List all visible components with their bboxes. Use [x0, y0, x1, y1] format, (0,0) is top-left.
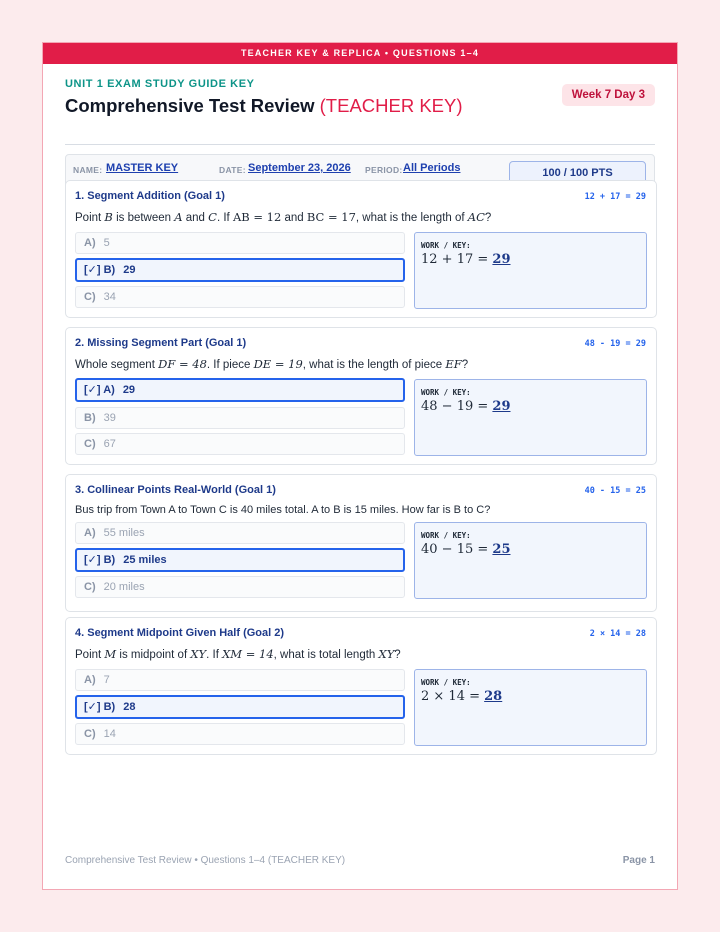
- header-divider: [65, 144, 655, 145]
- work-expression: 2 × 14 = 28: [421, 689, 503, 704]
- question-card-4: [65, 617, 657, 755]
- work-key-label: WORK / KEY:: [421, 531, 471, 540]
- question-text: Bus trip from Town A to Town C is 40 miles total. A to B is 15 miles. How far is B to C?: [75, 504, 491, 516]
- answer-option-c[interactable]: C) 67: [75, 433, 405, 455]
- work-key-box: [414, 379, 647, 456]
- question-title: 4. Segment Midpoint Given Half (Goal 2): [75, 627, 285, 639]
- work-expression: 40 − 15 = 25: [421, 542, 511, 557]
- answer-option-c[interactable]: C) 14: [75, 723, 405, 745]
- work-key-box: [414, 522, 647, 599]
- title-main: Comprehensive Test Review: [65, 95, 315, 116]
- answer-option-b-correct[interactable]: [✓] B) 25 miles: [75, 548, 405, 572]
- date-label: DATE:: [219, 165, 246, 175]
- answer-option-b-correct[interactable]: [✓] B) 28: [75, 695, 405, 719]
- period-value: All Periods: [403, 162, 461, 174]
- answer-option-a[interactable]: A) 5: [75, 232, 405, 254]
- week-badge: Week 7 Day 3: [562, 84, 655, 106]
- title-teacher-key: (TEACHER KEY): [319, 95, 463, 116]
- question-card-1: [65, 180, 657, 318]
- footer-title: Comprehensive Test Review • Questions 1–4 (TEACHER KEY): [65, 855, 346, 866]
- answer-option-a[interactable]: A) 7: [75, 669, 405, 691]
- name-label: NAME:: [73, 165, 103, 175]
- question-sum: 12 + 17 = 29: [584, 192, 646, 202]
- work-answer: 25: [492, 542, 511, 557]
- work-expression: 48 − 19 = 29: [421, 399, 511, 414]
- answer-option-a[interactable]: A) 55 miles: [75, 522, 405, 544]
- question-text: Whole segment DF = 48. If piece DE = 19, what is the length of piece EF?: [75, 357, 469, 371]
- answer-option-b[interactable]: B) 39: [75, 407, 405, 429]
- worksheet-page: [42, 42, 678, 890]
- eyebrow-label: UNIT 1 EXAM STUDY GUIDE KEY: [65, 78, 255, 90]
- work-answer: 29: [492, 399, 511, 414]
- question-title: 2. Missing Segment Part (Goal 1): [75, 337, 247, 349]
- question-card-2: [65, 327, 657, 465]
- answer-option-a-correct[interactable]: [✓] A) 29: [75, 378, 405, 402]
- question-text: Point B is between A and C. If AB = 12 and BC = 17, what is the length of AC?: [75, 210, 492, 224]
- question-sum: 2 × 14 = 28: [589, 629, 646, 639]
- answer-option-c[interactable]: C) 20 miles: [75, 576, 405, 598]
- header: [43, 64, 677, 144]
- page-footer: [65, 855, 655, 866]
- work-key-label: WORK / KEY:: [421, 388, 471, 397]
- question-card-3: [65, 474, 657, 612]
- work-answer: 28: [484, 689, 503, 704]
- question-title: 3. Collinear Points Real-World (Goal 1): [75, 484, 276, 496]
- points-box: 100 / 100 PTS: [509, 161, 646, 185]
- question-sum: 48 - 19 = 29: [584, 339, 646, 349]
- date-value: September 23, 2026: [248, 162, 351, 174]
- work-key-label: WORK / KEY:: [421, 241, 471, 250]
- page-number: Page 1: [622, 855, 655, 866]
- answer-option-c[interactable]: C) 34: [75, 286, 405, 308]
- work-answer: 29: [492, 252, 511, 267]
- question-text: Point M is midpoint of XY. If XM = 14, what is total length XY?: [75, 647, 401, 661]
- period-label: PERIOD:: [365, 165, 403, 175]
- work-key-label: WORK / KEY:: [421, 678, 471, 687]
- question-sum: 40 - 15 = 25: [584, 486, 646, 496]
- work-key-box: [414, 669, 647, 746]
- work-key-box: [414, 232, 647, 309]
- top-banner: TEACHER KEY & REPLICA • QUESTIONS 1–4: [43, 43, 677, 64]
- question-title: 1. Segment Addition (Goal 1): [75, 190, 225, 202]
- name-value: MASTER KEY: [106, 162, 179, 174]
- answer-option-b-correct[interactable]: [✓] B) 29: [75, 258, 405, 282]
- work-expression: 12 + 17 = 29: [421, 252, 511, 267]
